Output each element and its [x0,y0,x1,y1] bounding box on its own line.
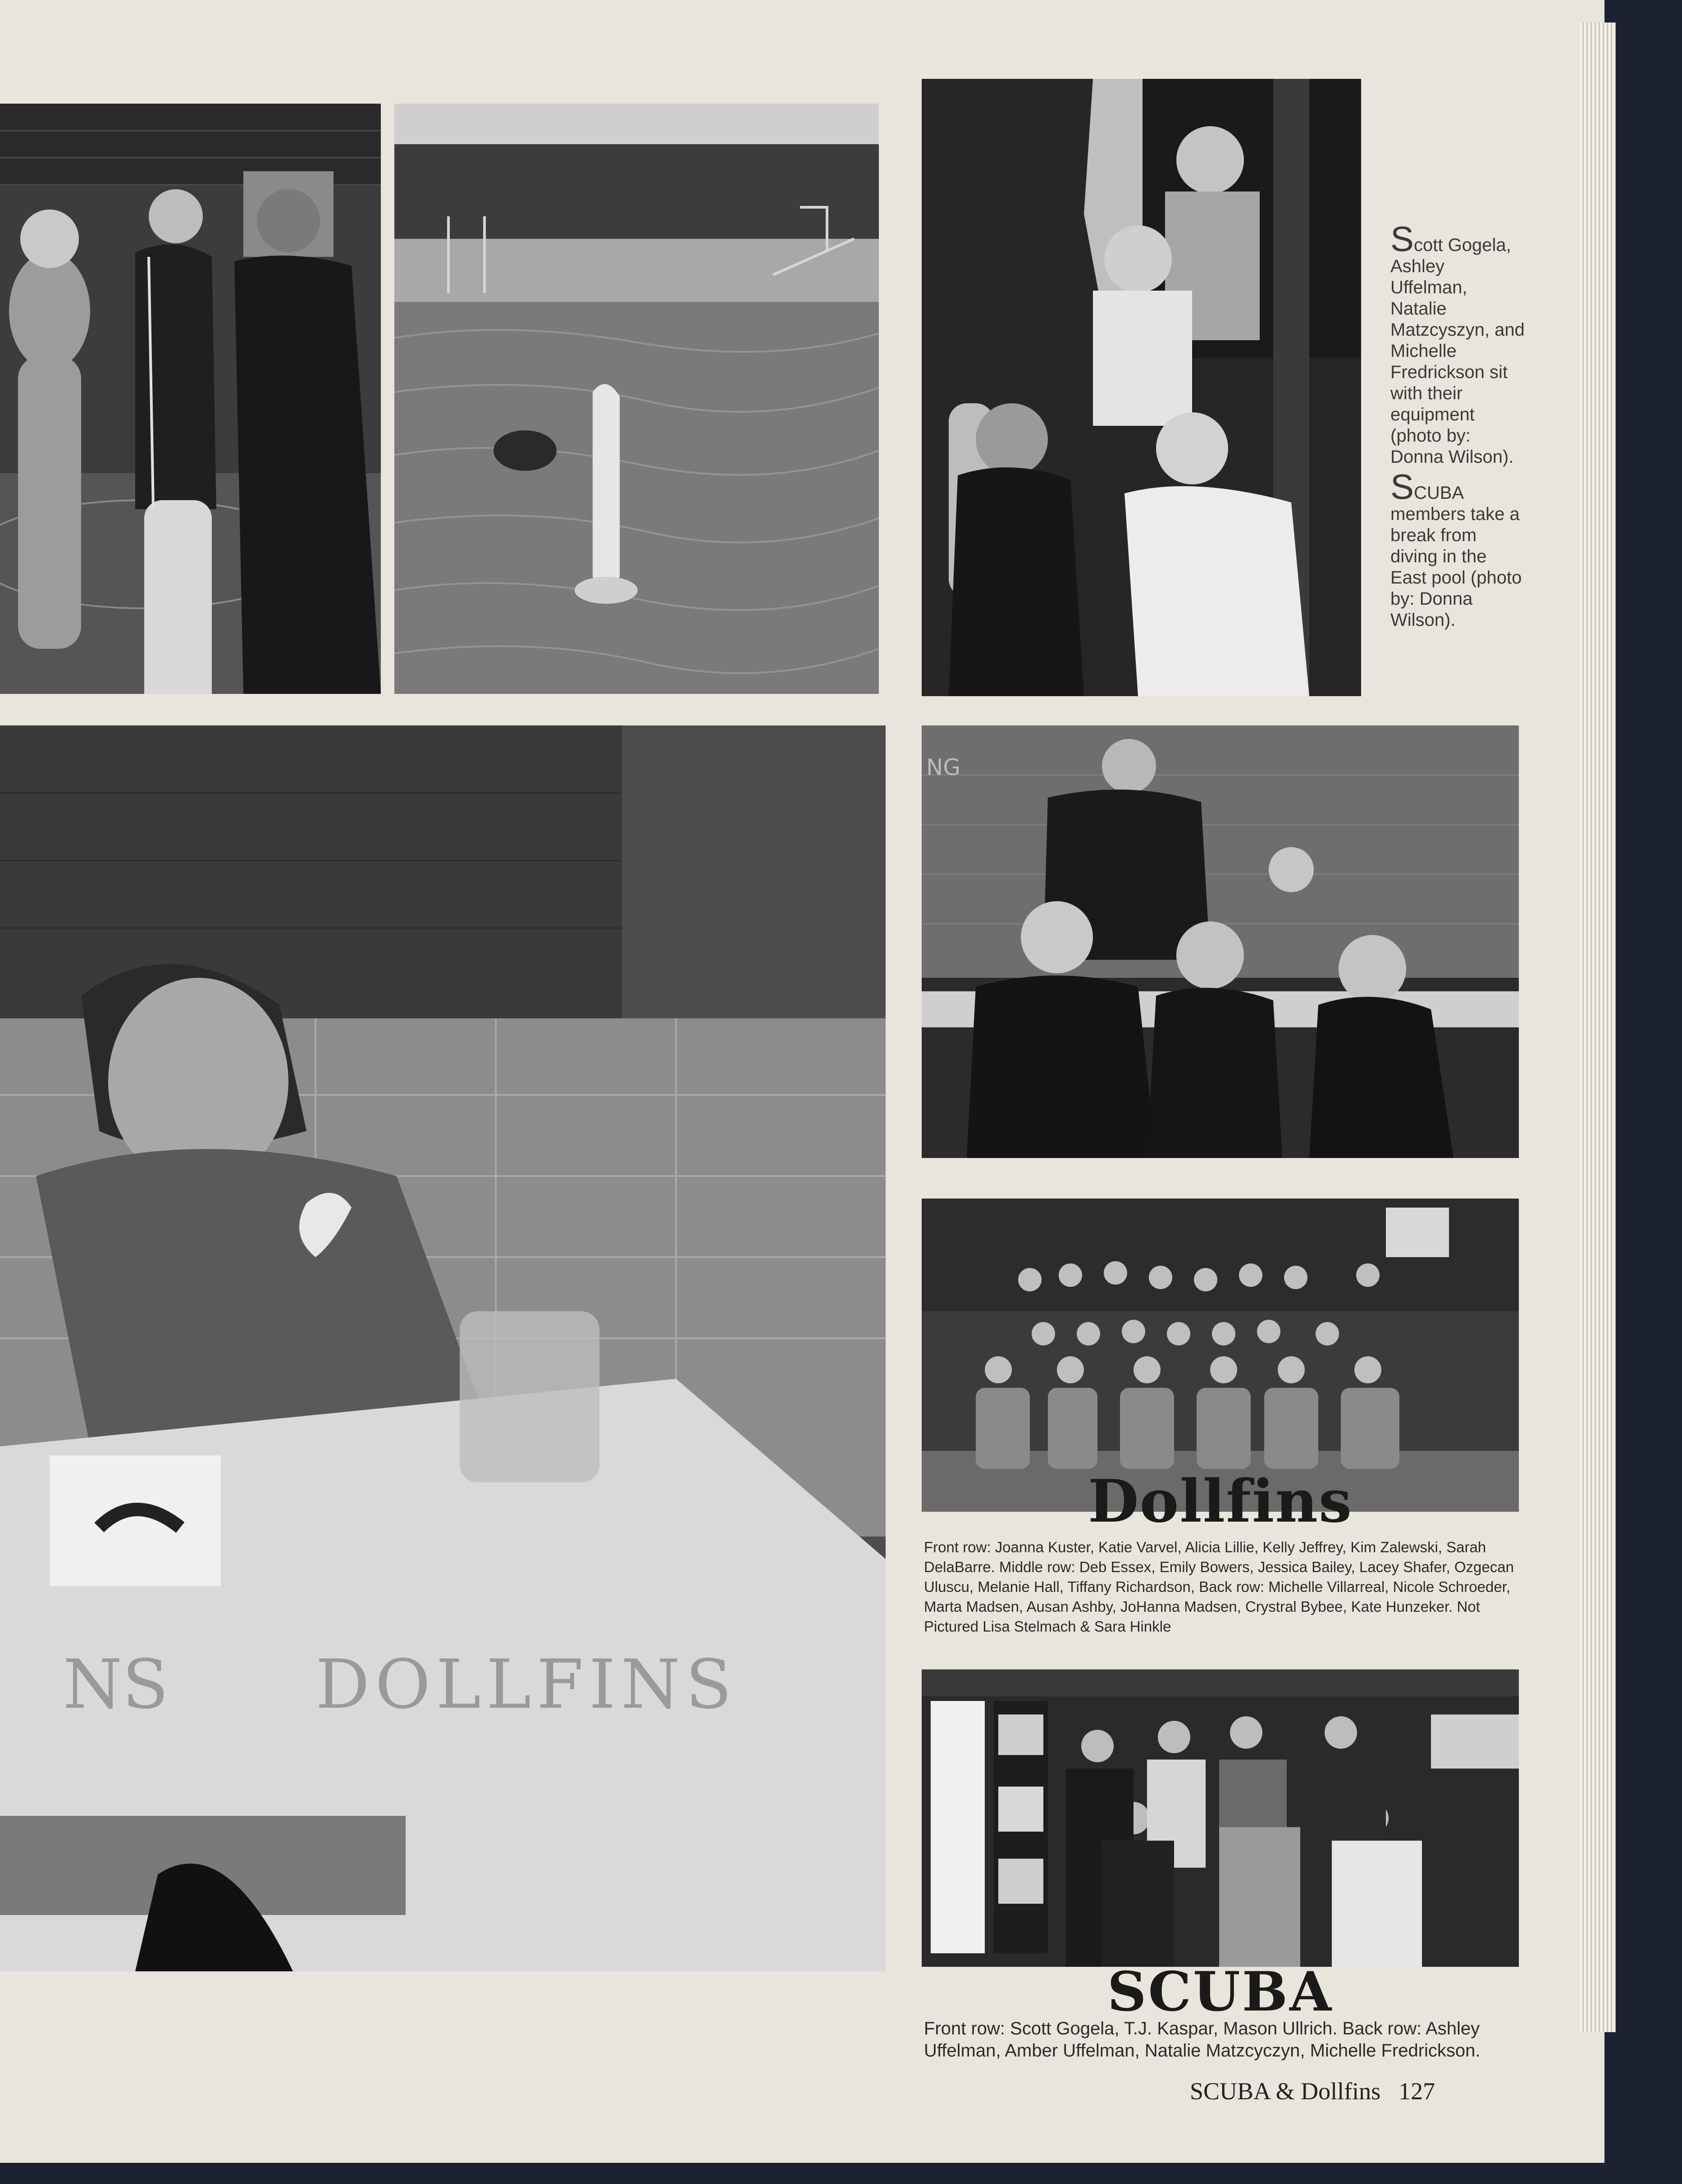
scuba-group-photo-image [922,1669,1519,1967]
booth-banner-left-text: NS [63,1646,169,1724]
gym-photo-image [0,104,381,694]
gym-photo [0,104,381,694]
diving-caption-text: CUBA members take a break from diving in the East pool (photo by: Donna Wilson). [1390,483,1522,630]
equipment-caption-text: cott Gogela, Ashley Uffelman, Natalie Matzcyszyn, and Michelle Fredrickson sit with their equipment (photo by: Donna Wilson). [1390,235,1525,467]
section-title: SCUBA & Dollfins [1190,2078,1381,2105]
dollfins-booth-photo-image [0,725,886,1971]
scuba-roster: Front row: Scott Gogela, T.J. Kaspar, Mason Ullrich. Back row: Ashley Uffelman, Amber Uffelman, Natalie Matzcyczyn, Michelle Fredrickson. [924,2019,1481,2061]
page-footer [1190,2077,1435,2105]
scuba-group-photo [922,1669,1519,1967]
equipment-caption-dropcap: S [1390,219,1414,259]
page-number: 127 [1399,2078,1435,2105]
equipment-caption [1390,219,1526,636]
diving-caption-paragraph [1390,467,1526,631]
pool-photo [394,104,879,694]
equipment-photo-image [922,79,1361,696]
dollfins-group-photo [922,1199,1519,1512]
divers-photo [922,725,1519,1158]
equipment-caption-paragraph [1390,219,1526,468]
divers-photo-image [922,725,1519,1158]
divers-wall-sign-text: NG [926,754,961,780]
page-binding [1580,23,1616,2032]
dollfins-heading: Dollfins [1088,1467,1353,1536]
scuba-heading: SCUBA [1107,1960,1334,2024]
dollfins-booth-photo [0,725,886,1971]
booth-banner-text: DOLLFINS [315,1646,737,1724]
dollfins-group-photo-image [922,1199,1519,1512]
dollfins-roster: Front row: Joanna Kuster, Katie Varvel, Alicia Lillie, Kelly Jeffrey, Kim Zalewski, Sarah DelaBarre. Middle row: Deb Essex, Emily Bowers, Jessica Bailey, Lacey Shafer, Ozgecan Uluscu, Melanie Hall, Tiffany Richardson, Back row: Michelle Villarreal, Nicole Schroeder, Marta Madsen, Ausan Ashby, JoHanna Madsen, Crystral Bybee, Kate Hunzeker. Not Pictured Lisa Stelmach & Sara Hinkle [924,1539,1514,1635]
pool-photo-image [394,104,879,694]
equipment-photo [922,79,1361,696]
diving-caption-dropcap: S [1390,467,1414,506]
